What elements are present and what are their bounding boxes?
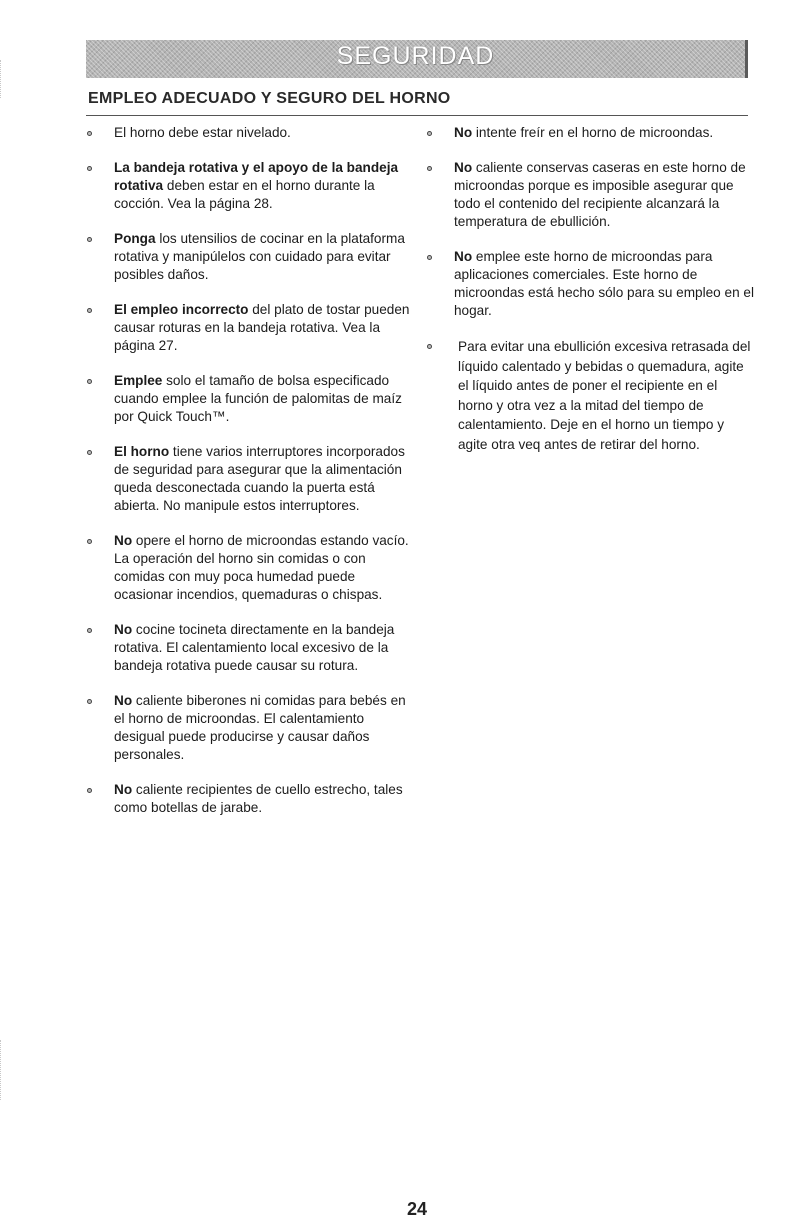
bullet-icon [427, 166, 432, 171]
bullet-icon [87, 450, 92, 455]
list-item: No caliente recipientes de cuello estrecho, tales como botellas de jarabe. [84, 781, 414, 817]
right-column [424, 124, 754, 471]
bullet-icon [87, 788, 92, 793]
bullet-icon [87, 131, 92, 136]
bullet-icon [427, 131, 432, 136]
section-banner [86, 40, 748, 78]
list-item: No caliente biberones ni comidas para bebés en el horno de microondas. El calentamiento desigual puede producirse y causar daños personales. [84, 692, 414, 764]
list-item: Emplee solo el tamaño de bolsa especificado cuando emplee la función de palomitas de maíz por Quick Touch™. [84, 372, 414, 426]
banner-title: SEGURIDAD [336, 42, 495, 70]
list-item: El horno debe estar nivelado. [84, 124, 414, 142]
scan-edge-mark [0, 60, 9, 98]
bullet-icon [427, 255, 432, 260]
bullet-icon [87, 628, 92, 633]
left-column [84, 124, 414, 834]
list-item: Ponga los utensilios de cocinar en la plataforma rotativa y manipúlelos con cuidado para evitar posibles daños. [84, 230, 414, 284]
bullet-icon [87, 166, 92, 171]
bullet-icon [87, 699, 92, 704]
list-item: Para evitar una ebullición excesiva retrasada del líquido calentado y bebidas o quemadura, agite el líquido antes de poner el recipiente en el horno y otra vez a la mitad del tiempo de calentamiento. Deje en el horno un tiempo y agite otra veq antes de retirar del horno. [424, 337, 754, 454]
list-item: No cocine tocineta directamente en la bandeja rotativa. El calentamiento local excesivo de la bandeja rotativa puede causar su rotura. [84, 621, 414, 675]
list-item: La bandeja rotativa y el apoyo de la bandeja rotativa deben estar en el horno durante la cocción. Vea la página 28. [84, 159, 414, 213]
list-item: El horno tiene varios interruptores incorporados de seguridad para asegurar que la alimentación queda desconectada cuando la puerta está abierta. No manipule estos interruptores. [84, 443, 414, 515]
bullet-icon [87, 308, 92, 313]
page-number: 24 [406, 1199, 428, 1219]
bullet-icon [427, 344, 432, 349]
section-divider [86, 115, 748, 116]
bullet-icon [87, 379, 92, 384]
list-item: No intente freír en el horno de microondas. [424, 124, 754, 142]
list-item: No opere el horno de microondas estando vacío. La operación del horno sin comidas o con comidas con muy poca humedad puede ocasionar incendios, quemaduras o chispas. [84, 532, 414, 604]
list-item: No caliente conservas caseras en este horno de microondas porque es imposible asegurar que todo el contenido del recipiente alcanzará la temperatura de ebullición. [424, 159, 754, 231]
scan-edge-mark [0, 1040, 9, 1100]
bullet-icon [87, 539, 92, 544]
list-item: El empleo incorrecto del plato de tostar pueden causar roturas en la bandeja rotativa. Vea la página 27. [84, 301, 414, 355]
section-title: EMPLEO ADECUADO Y SEGURO DEL HORNO [88, 90, 451, 107]
bullet-icon [87, 237, 92, 242]
list-item: No emplee este horno de microondas para aplicaciones comerciales. Este horno de microondas está hecho sólo para su empleo en el hogar. [424, 248, 754, 320]
